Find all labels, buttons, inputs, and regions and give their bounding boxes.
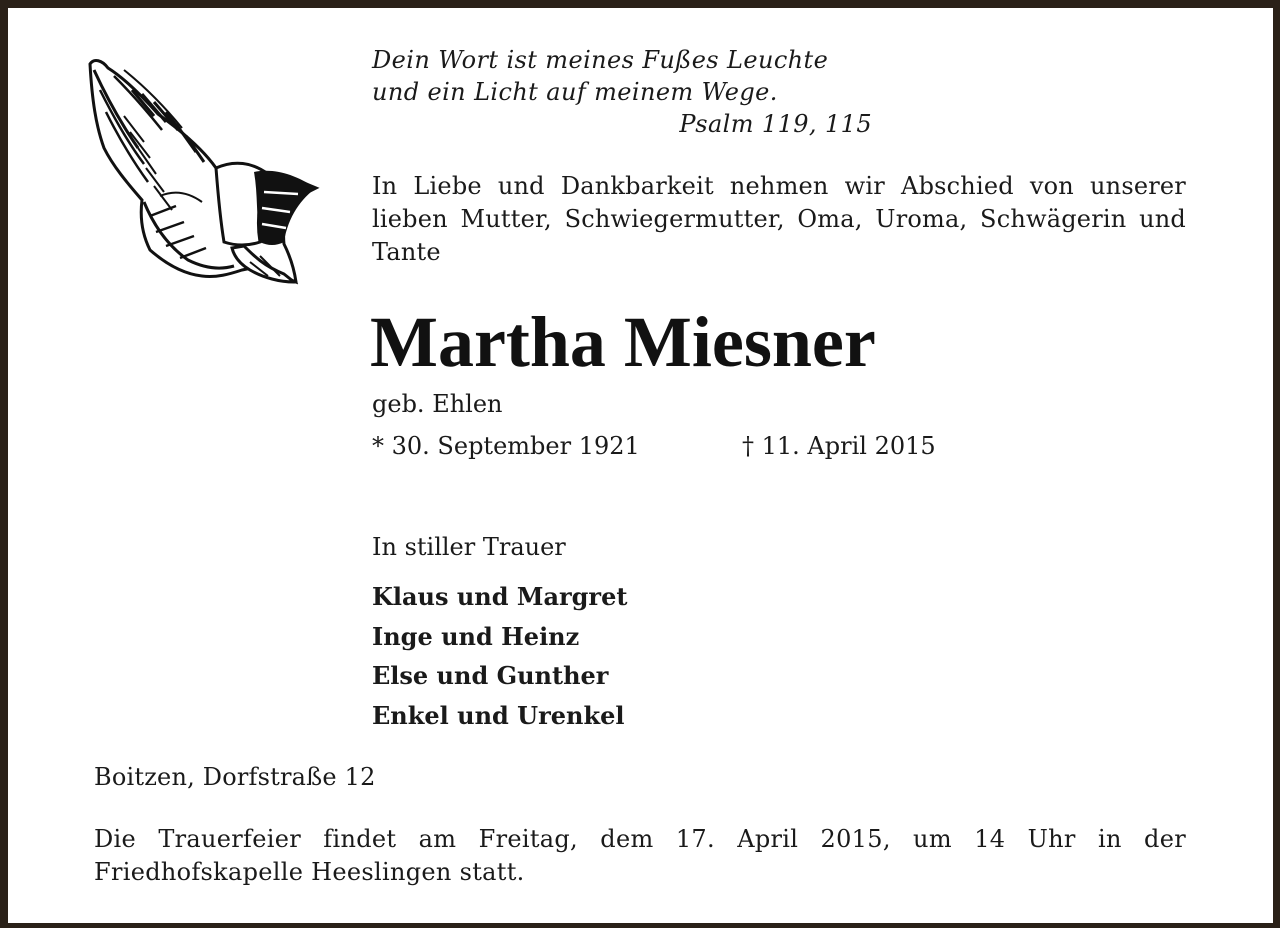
intro-text: In Liebe und Dankbarkeit nehmen wir Abschied von unserer lieben Mutter, Schwiegermutter, Oma, Uroma, Schwägerin und Tante [372,172,1186,266]
address: Boitzen, Dorfstraße 12 [94,763,376,791]
mourner-item: Enkel und Urenkel [372,700,625,730]
funeral-notice: Die Trauerfeier findet am Freitag, dem 17. April 2015, um 14 Uhr in der Friedhofskapelle Heeslingen statt. [94,825,1186,886]
psalm-line-2: und ein Licht auf meinem Wege. [372,78,778,106]
psalm-reference: Psalm 119, 115 [679,110,872,138]
death-date: † 11. April 2015 [742,432,936,460]
psalm-verse [372,44,872,140]
birth-date: * 30. September 1921 [372,432,640,460]
life-dates [372,430,936,462]
praying-hands-icon [84,56,324,288]
mourner-item: Else und Gunther [372,661,609,690]
mourners-heading: In stiller Trauer [372,533,566,561]
mourner-item: Inge und Heinz [372,621,580,651]
maiden-name: geb. Ehlen [372,390,503,418]
psalm-line-1: Dein Wort ist meines Fußes Leuchte [372,46,829,74]
mourner-item: Klaus und Margret [372,582,628,611]
mourners-list [372,580,627,738]
deceased-name: Martha Miesner [370,302,876,382]
